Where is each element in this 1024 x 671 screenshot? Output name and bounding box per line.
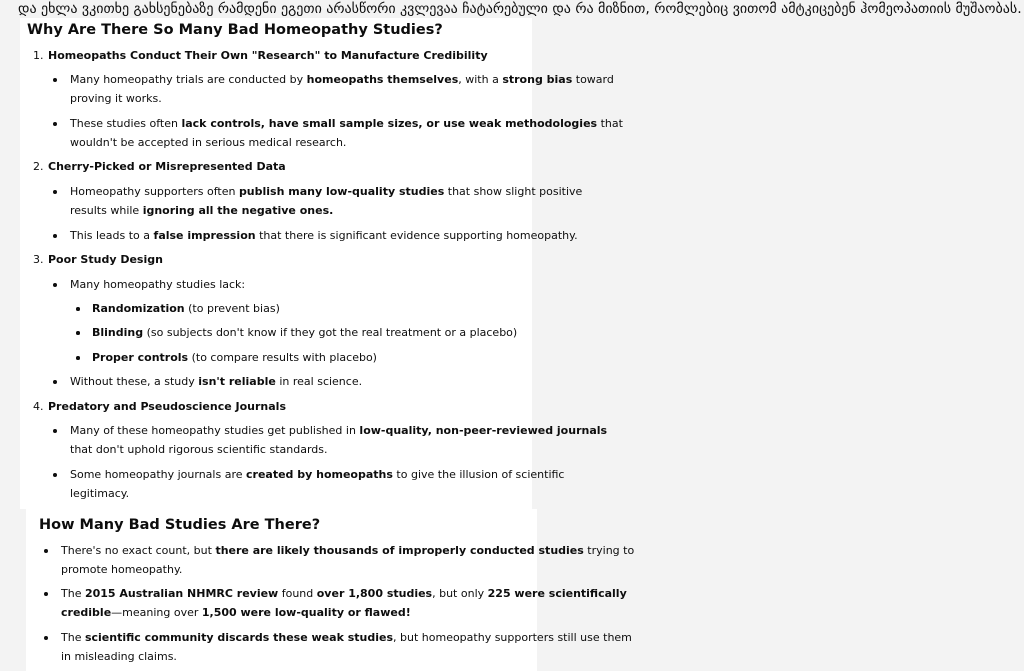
bullet-text: Many homeopathy trials are conducted by homeopaths themselves, with a strong bias toward (70, 73, 614, 86)
sub-bullet-text: Blinding (so subjects don't know if they got the real treatment or a placebo) (92, 326, 518, 339)
list-item-title: Predatory and Pseudoscience Journals (48, 400, 286, 413)
bullet-dot (53, 380, 57, 384)
bullet-dot (53, 473, 57, 477)
chat-user-message: და ეხლა ვკითხე გახსენებაზე რამდენი ეგეთი არასწორი კვლევაა ჩატარებული და რა მიზნით, რომლებიც ვითომ ამტკიცებენ ჰომეოპათიის მუშაობას. (18, 1, 1022, 17)
sub-bullet-dot (76, 356, 80, 360)
bullet-dot (44, 636, 48, 640)
list-number: 4. (33, 400, 44, 413)
section-title-bad-studies: Why Are There So Many Bad Homeopathy Studies? (27, 22, 443, 38)
bullet-text-continued: results while ignoring all the negative ones. (70, 204, 334, 217)
bullet-dot (53, 122, 57, 126)
sub-bullet-dot (76, 307, 80, 311)
sub-bullet-text: Randomization (to prevent bias) (92, 302, 280, 315)
bullet-dot (44, 592, 48, 596)
bullet-text-continued: promote homeopathy. (61, 563, 183, 576)
bullet-text-continued: that don't uphold rigorous scientific standards. (70, 443, 328, 456)
sub-bullet-text: Proper controls (to compare results with placebo) (92, 351, 377, 364)
bullet-text: The 2015 Australian NHMRC review found over 1,800 studies, but only 225 were scientifically (61, 587, 627, 600)
bullet-text-continued: in misleading claims. (61, 650, 177, 663)
bullet-text-continued: legitimacy. (70, 487, 130, 500)
bullet-text-continued: credible—meaning over 1,500 were low-quality or flawed! (61, 606, 411, 619)
bullet-text: There's no exact count, but there are likely thousands of improperly conducted studies trying to (61, 544, 635, 557)
bullet-text: These studies often lack controls, have small sample sizes, or use weak methodologies that (70, 117, 623, 130)
bullet-dot (53, 78, 57, 82)
list-number: 1. (33, 49, 44, 62)
bullet-text: Many homeopathy studies lack: (70, 278, 246, 291)
bullet-dot (44, 549, 48, 553)
section-title-how-many: How Many Bad Studies Are There? (39, 517, 321, 533)
bullet-text: Many of these homeopathy studies get published in low-quality, non-peer-reviewed journals (70, 424, 608, 437)
list-number: 3. (33, 253, 44, 266)
bullet-dot (53, 429, 57, 433)
bullet-text: This leads to a false impression that there is significant evidence supporting homeopathy. (70, 229, 578, 242)
bullet-dot (53, 283, 57, 287)
bullet-text: Without these, a study isn't reliable in real science. (70, 375, 363, 388)
list-item-title: Cherry-Picked or Misrepresented Data (48, 160, 286, 173)
list-item-title: Poor Study Design (48, 253, 163, 266)
bullet-text: Homeopathy supporters often publish many low-quality studies that show slight positive (70, 185, 583, 198)
bullet-text: The scientific community discards these weak studies, but homeopathy supporters still use them (61, 631, 632, 644)
list-number: 2. (33, 160, 44, 173)
bullet-text-continued: wouldn't be accepted in serious medical research. (70, 136, 347, 149)
bullet-text: Some homeopathy journals are created by homeopaths to give the illusion of scientific (70, 468, 565, 481)
bullet-dot (53, 190, 57, 194)
list-item-title: Homeopaths Conduct Their Own "Research" to Manufacture Credibility (48, 49, 488, 62)
bullet-text-continued: proving it works. (70, 92, 162, 105)
bullet-dot (53, 234, 57, 238)
sub-bullet-dot (76, 331, 80, 335)
